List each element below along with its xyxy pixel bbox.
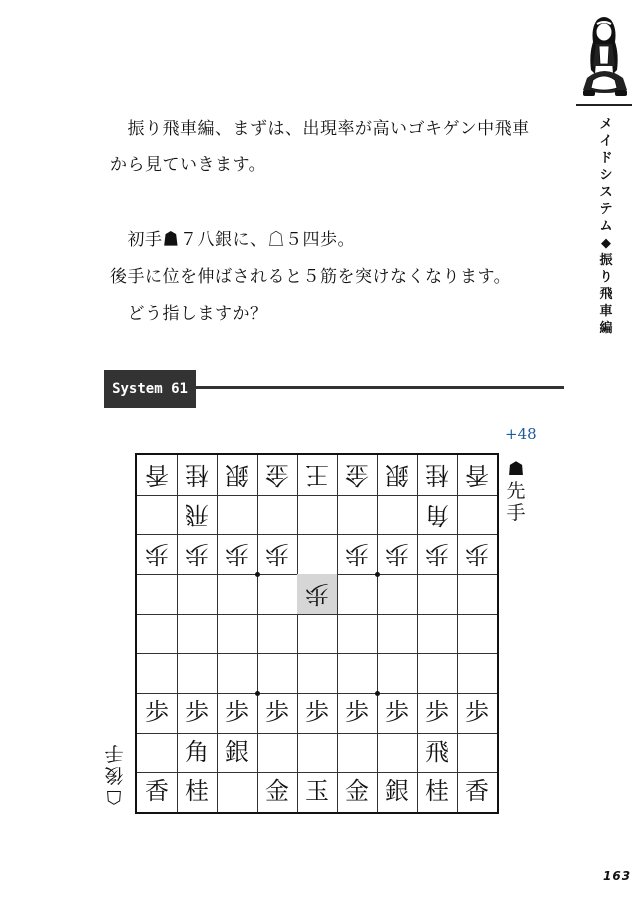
sente-piece[interactable] bbox=[377, 772, 417, 812]
piece-label: 歩 bbox=[425, 540, 449, 569]
sente-piece[interactable] bbox=[457, 693, 497, 733]
piece-label: 飛 bbox=[425, 737, 449, 766]
gote-piece[interactable] bbox=[177, 534, 217, 574]
board-grid-line bbox=[137, 653, 497, 654]
paragraph-line-4: 後手に位を伸ばされると５筋を突けなくなります。 bbox=[110, 267, 512, 287]
piece-label: 歩 bbox=[345, 540, 369, 569]
gote-piece[interactable] bbox=[377, 455, 417, 495]
piece-label: 銀 bbox=[225, 461, 249, 489]
gote-piece[interactable] bbox=[337, 534, 377, 574]
sente-piece[interactable] bbox=[457, 772, 497, 812]
piece-label: 銀 bbox=[385, 461, 409, 489]
sente-piece[interactable] bbox=[417, 772, 457, 812]
sente-piece[interactable] bbox=[257, 772, 297, 812]
piece-label: 歩 bbox=[145, 540, 169, 569]
sente-piece[interactable] bbox=[337, 693, 377, 733]
sente-label: ☗ 先 手 bbox=[506, 458, 526, 524]
sente-piece[interactable] bbox=[297, 772, 337, 812]
sente-piece[interactable] bbox=[297, 693, 337, 733]
gote-piece[interactable] bbox=[297, 574, 337, 614]
system-rule bbox=[196, 386, 564, 389]
board-star-point bbox=[255, 691, 260, 696]
gote-piece[interactable] bbox=[137, 534, 177, 574]
piece-label: 角 bbox=[425, 500, 449, 529]
sente-piece[interactable] bbox=[337, 772, 377, 812]
sente-piece[interactable] bbox=[137, 693, 177, 733]
piece-label: 王 bbox=[305, 461, 329, 489]
piece-label: 歩 bbox=[265, 540, 289, 569]
board-star-point bbox=[375, 572, 380, 577]
piece-label: 歩 bbox=[385, 698, 409, 726]
piece-label: 香 bbox=[145, 461, 169, 489]
board-grid-line bbox=[137, 614, 497, 615]
system-label: System 61 bbox=[104, 370, 196, 408]
piece-label: 飛 bbox=[185, 500, 209, 529]
gote-piece[interactable] bbox=[417, 534, 457, 574]
side-rule bbox=[576, 104, 632, 106]
gote-piece[interactable] bbox=[337, 455, 377, 495]
piece-label: 歩 bbox=[305, 698, 329, 726]
sente-piece[interactable] bbox=[257, 693, 297, 733]
gote-piece[interactable] bbox=[137, 455, 177, 495]
maid-mascot-illustration bbox=[575, 14, 633, 102]
piece-label: 桂 bbox=[425, 777, 449, 806]
piece-label: 金 bbox=[345, 777, 369, 806]
gote-piece[interactable] bbox=[377, 534, 417, 574]
piece-label: 歩 bbox=[385, 540, 409, 569]
sente-piece[interactable] bbox=[177, 733, 217, 773]
piece-label: 金 bbox=[265, 461, 289, 489]
gote-piece[interactable] bbox=[177, 495, 217, 535]
piece-label: 銀 bbox=[385, 777, 409, 806]
sente-piece[interactable] bbox=[217, 693, 257, 733]
piece-label: 角 bbox=[185, 737, 209, 766]
sente-piece[interactable] bbox=[177, 693, 217, 733]
sente-piece[interactable] bbox=[217, 733, 257, 773]
board-grid-line bbox=[337, 455, 338, 812]
piece-label: 歩 bbox=[305, 580, 329, 608]
gote-piece[interactable] bbox=[457, 455, 497, 495]
paragraph-line-1: 振り飛車編、まずは、出現率が高いゴキゲン中飛車 bbox=[110, 119, 530, 139]
page-number: 163 bbox=[603, 869, 632, 883]
gote-piece[interactable] bbox=[217, 455, 257, 495]
board-grid-line bbox=[297, 455, 298, 812]
gote-piece[interactable] bbox=[417, 455, 457, 495]
gote-label: ☖ 後 手 bbox=[104, 742, 124, 808]
gote-piece[interactable] bbox=[457, 534, 497, 574]
board-star-point bbox=[255, 572, 260, 577]
sente-piece[interactable] bbox=[417, 733, 457, 773]
piece-label: 歩 bbox=[465, 540, 489, 569]
sente-piece[interactable] bbox=[137, 772, 177, 812]
piece-label: 歩 bbox=[265, 698, 289, 726]
piece-label: 金 bbox=[345, 461, 369, 489]
piece-label: 玉 bbox=[305, 777, 329, 806]
side-chapter-title: メ イ ド シ ス テ ム ◆ 振 り 飛 車 編 bbox=[599, 117, 613, 336]
sente-piece[interactable] bbox=[177, 772, 217, 812]
piece-label: 銀 bbox=[225, 737, 249, 766]
shogi-board bbox=[135, 453, 499, 814]
piece-label: 桂 bbox=[425, 461, 449, 489]
piece-label: 歩 bbox=[145, 698, 169, 726]
gote-piece[interactable] bbox=[257, 534, 297, 574]
piece-label: 金 bbox=[265, 777, 289, 806]
piece-label: 桂 bbox=[185, 777, 209, 806]
piece-label: 香 bbox=[145, 777, 169, 806]
board-grid-line bbox=[257, 455, 258, 812]
gote-piece[interactable] bbox=[257, 455, 297, 495]
gote-piece[interactable] bbox=[177, 455, 217, 495]
piece-label: 歩 bbox=[185, 540, 209, 569]
sente-piece[interactable] bbox=[377, 693, 417, 733]
piece-label: 歩 bbox=[465, 698, 489, 726]
gote-piece[interactable] bbox=[217, 534, 257, 574]
paragraph-line-3: 初手☗７八銀に、☖５四歩。 bbox=[110, 230, 355, 250]
sente-piece[interactable] bbox=[417, 693, 457, 733]
paragraph-line-5: どう指しますか？ bbox=[110, 304, 268, 324]
piece-label: 香 bbox=[465, 777, 489, 806]
piece-label: 香 bbox=[465, 461, 489, 489]
piece-label: 歩 bbox=[225, 698, 249, 726]
board-grid-line bbox=[457, 455, 458, 812]
paragraph-line-2: から見ていきます。 bbox=[110, 155, 267, 175]
board-grid-line bbox=[377, 455, 378, 812]
piece-label: 歩 bbox=[425, 698, 449, 726]
board-star-point bbox=[375, 691, 380, 696]
piece-label: 歩 bbox=[225, 540, 249, 569]
evaluation-score: +48 bbox=[505, 425, 537, 443]
piece-label: 歩 bbox=[185, 698, 209, 726]
gote-piece[interactable] bbox=[297, 455, 337, 495]
piece-label: 桂 bbox=[185, 461, 209, 489]
gote-piece[interactable] bbox=[417, 495, 457, 535]
piece-label: 歩 bbox=[345, 698, 369, 726]
